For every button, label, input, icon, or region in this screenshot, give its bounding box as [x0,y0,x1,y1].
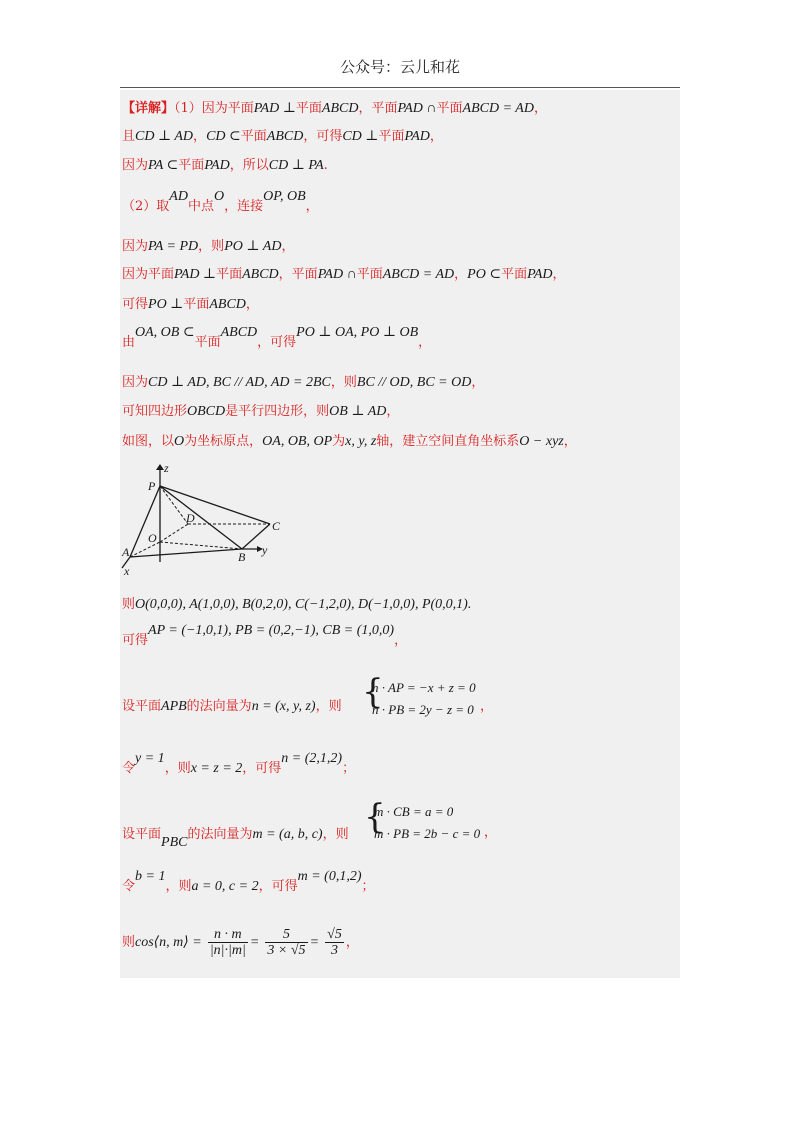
segment-ob [160,542,242,549]
solution-line-15: 令y = 1，则x = z = 2，可得n = (2,1,2)； [122,751,356,776]
fraction-1: $\frac{n \cdot m}{|n|\cdot|m|}$ [209,927,246,958]
detail-tag: 【详解】 [122,101,175,116]
label-c: C [272,519,281,533]
solution-line-17: 令b = 1，则a = 0, c = 2，可得m = (0,1,2)； [122,869,375,894]
solution-line-2: 且CD ⊥ AD，CD ⊂平面ABCD，可得CD ⊥平面PAD， [122,129,443,144]
pyramid-diagram [120,462,290,577]
segment-od [160,524,188,542]
solution-line-8: 由OA, OB ⊂平面ABCD，可得PO ⊥ OA, PO ⊥ OB， [122,325,432,350]
header-divider [120,87,680,88]
label-z: z [164,462,169,475]
label-d: D [186,511,195,525]
solution-line-13: 可得AP = (−1,0,1), PB = (0,2,−1), CB = (1,0,0)， [122,623,408,648]
system-2-eq-1: m · CB = a = 0 [374,804,454,819]
system-1-eq-1: n · AP = −x + z = 0 [372,680,476,695]
edge-ab [130,549,242,557]
solution-line-1: 【详解】（1）因为平面PAD ⊥平面ABCD，平面PAD ∩平面ABCD = AD， [122,101,547,116]
fraction-3: $\frac{√5}{3}$ [327,927,342,958]
label-o: O [148,531,157,545]
solution-line-4: （2）取AD中点O，连接OP, OB， [122,189,319,214]
solution-line-10: 可知四边形OBCD是平行四边形，则OB ⊥ AD， [122,404,400,419]
system-2-eq-2: m · PB = 2b − c = 0 [374,826,481,841]
z-arrow [156,464,164,470]
solution-line-3: 因为PA ⊂平面PAD，所以CD ⊥ PA. [122,158,328,173]
solution-line-7: 可得PO ⊥平面ABCD， [122,297,259,312]
solution-line-6: 因为平面PAD ⊥平面ABCD，平面PAD ∩平面ABCD = AD，PO ⊂平面PAD， [122,267,566,282]
label-b: B [238,550,246,564]
label-a: A [122,545,130,559]
solution-line-9: 因为CD ⊥ AD, BC // AD, AD = 2BC，则BC // OD, BC = OD， [122,375,485,390]
edge-pc [160,486,270,524]
page-header: 公众号：云儿和花 [339,58,460,76]
solution-line-16: 设平面PBC的法向量为m = (a, b, c)，则 [122,827,349,850]
edge-pb [160,486,242,549]
fraction-2: $\frac{5}{3 \times √5}$ [267,927,306,958]
solution-line-5: 因为PA = PD，则PO ⊥ AD， [122,239,295,254]
solution-line-11: 如图，以O为坐标原点，OA, OB, OP为x, y, z轴，建立空间直角坐标系O − xyz， [122,434,577,449]
solution-line-18: 则cos⟨n, m⟩ = $\frac{n \cdot m}{|n|\cdot|m|}$ = $\frac{5}{3 \times √5}$ = $\frac{√5}{3}$ ， [122,927,359,958]
solution-line-12: 则O(0,0,0), A(1,0,0), B(0,2,0), C(−1,2,0), D(−1,0,0), P(0,0,1). [122,597,472,612]
solution-line-14: 设平面APB的法向量为n = (x, y, z)，则 [122,699,342,714]
label-y: y [262,543,268,557]
system-2-comma: ， [484,825,498,840]
system-1-eq-2: n · PB = 2y − z = 0 [372,702,474,717]
coordinate-figure [120,462,290,581]
system-brace-2: { [364,797,386,837]
edge-pa [130,486,160,557]
label-p: P [148,479,156,493]
label-x: x [124,564,130,577]
system-brace-1: { [362,672,384,712]
system-1-comma: ， [480,699,494,714]
